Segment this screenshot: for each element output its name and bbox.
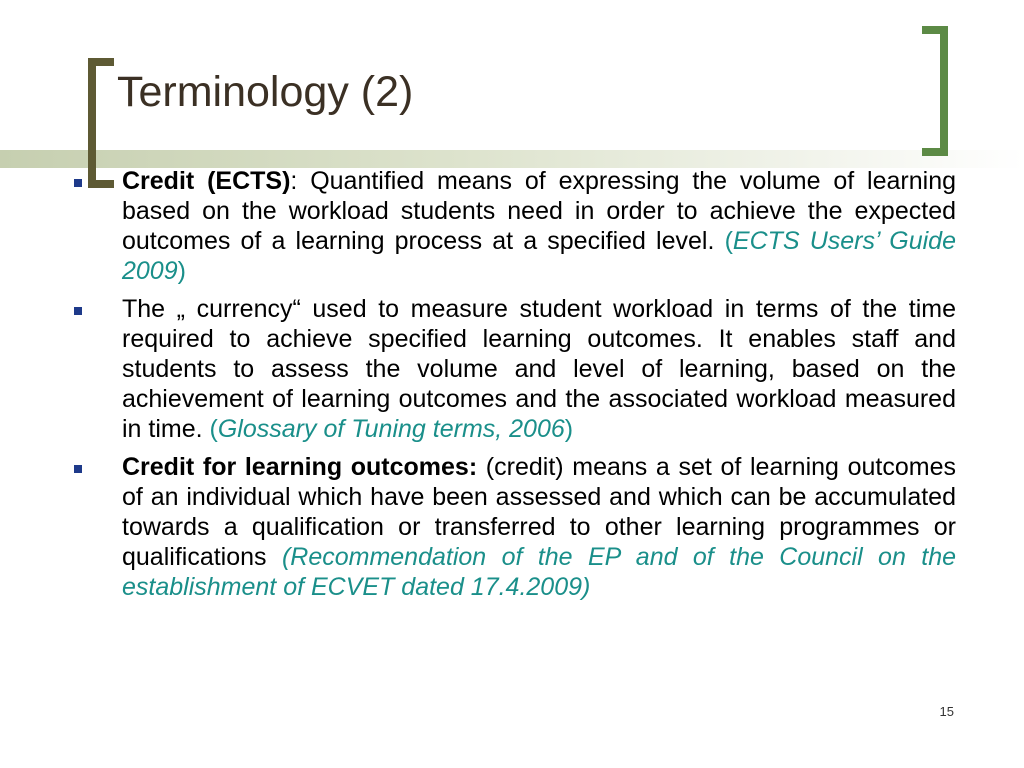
bullet-marker xyxy=(74,307,82,315)
bullet-term: Credit (ECTS) xyxy=(122,167,291,195)
bullet-term-suffix: : xyxy=(290,167,298,195)
citation-open: ( xyxy=(209,415,218,443)
bullet-citation: ECTS Users’ Guide 2009 xyxy=(122,227,956,285)
bullet-marker xyxy=(74,465,82,473)
bullet-term: Credit for learning outcomes: xyxy=(122,453,478,481)
bullet-citation: Glossary of Tuning terms, 2006 xyxy=(217,415,565,443)
bullet-text: (credit) means a set of learning outcomes of an individual which have been assessed and which can be accumulated towards a qualification or transferred to other learning programmes or qualifications xyxy=(122,453,956,571)
bullet-currency xyxy=(70,294,956,444)
bullet-list xyxy=(70,166,956,610)
citation-open: ( xyxy=(724,227,733,255)
slide-title: Terminology (2) xyxy=(117,68,414,116)
bullet-credit-ects xyxy=(70,166,956,286)
bullet-text: Quantified means of expressing the volume of learning based on the workload students need in order to achieve the expected outcomes of a learning process at a specified level. xyxy=(122,167,957,255)
page-number: 15 xyxy=(939,704,954,719)
bullet-credit-learning-outcomes xyxy=(70,452,956,602)
citation-close: ) xyxy=(177,257,186,285)
citation-close: ) xyxy=(564,415,574,443)
bullet-marker xyxy=(74,179,82,187)
bullet-citation: (Recommendation of the EP and of the Council on the establishment of ECVET dated 17.4.2009) xyxy=(122,543,957,601)
right-bracket-decoration xyxy=(922,26,948,156)
bullet-text: The „ currency“ used to measure student workload in terms of the time required to achieve specified learning outcomes. It enables staff and students to assess the volume and level of learning, based on the achievement of learning outcomes and the associated workload measured in time. xyxy=(122,295,956,443)
